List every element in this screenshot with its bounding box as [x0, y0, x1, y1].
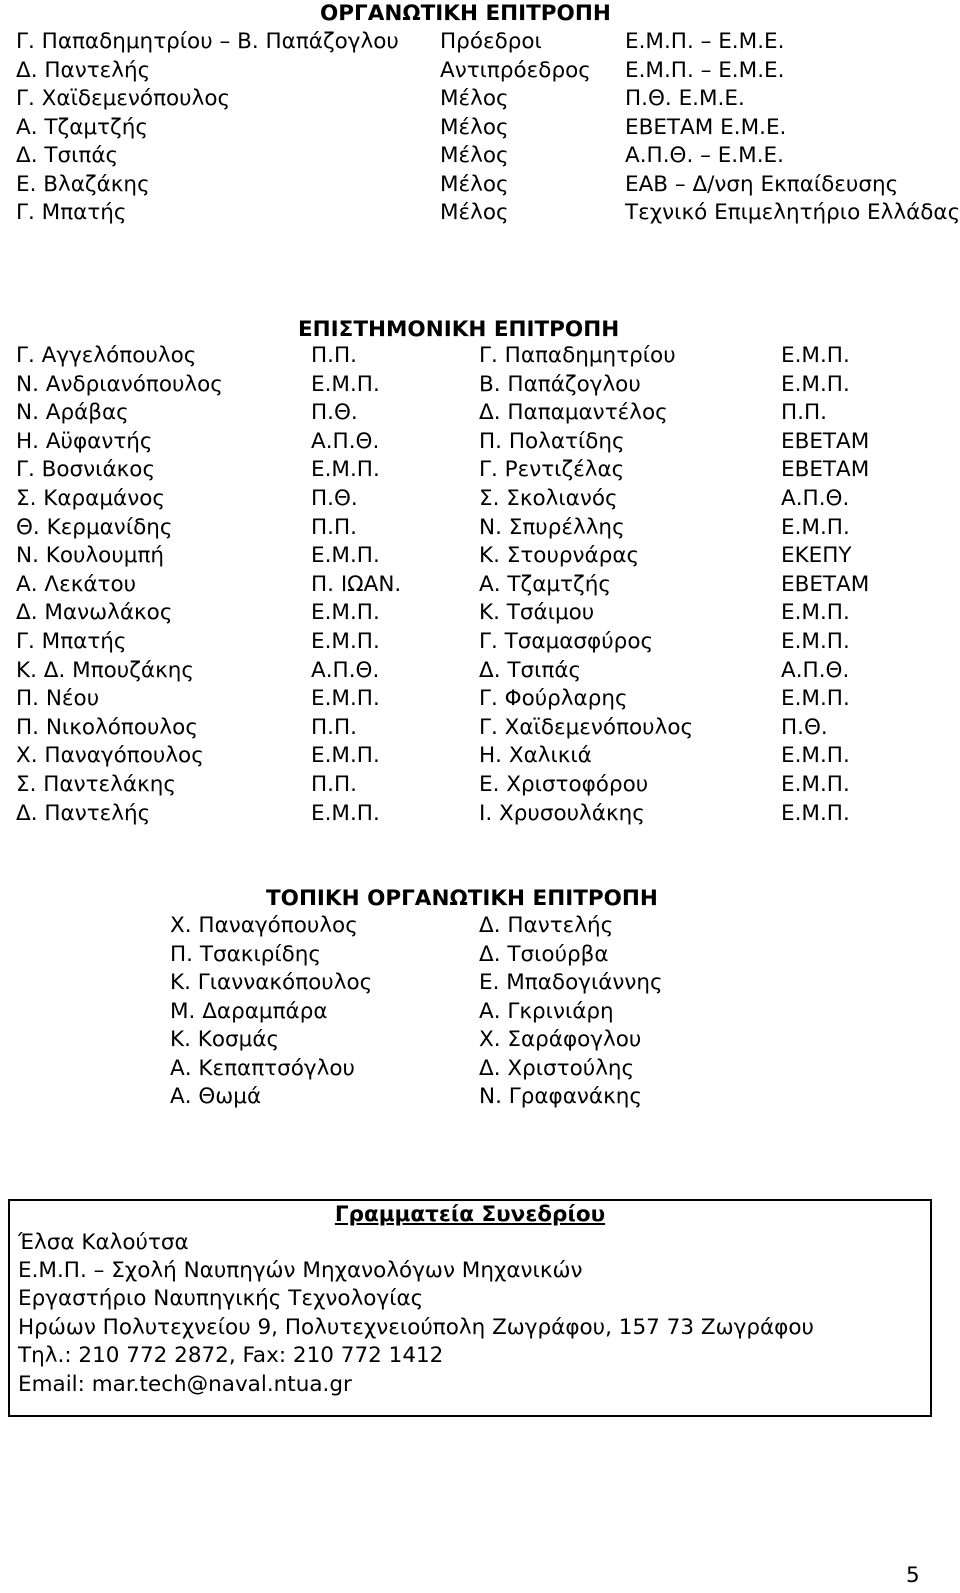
scientific-committee-row-cell: Π.Π. [311, 343, 358, 368]
organizing-committee-row-cell: Μέλος [440, 114, 509, 140]
organizing-committee-row-cell: Δ. Παντελής [16, 57, 151, 83]
scientific-committee-row [0, 342, 960, 370]
scientific-committee-row [0, 800, 960, 828]
scientific-committee-row-cell: Ε.Μ.Π. [781, 772, 850, 797]
scientific-committee-row-cell: Ε.Μ.Π. [781, 343, 850, 368]
scientific-committee-row-cell: Ν. Κουλουμπή [16, 543, 165, 569]
scientific-committee-row-cell: Σ. Καραμάνος [16, 486, 165, 511]
scientific-committee-row-cell: Π. Νέου [16, 686, 100, 712]
local-committee-row-cell: Α. Γκρινιάρη [479, 998, 614, 1024]
local-committee-row [0, 941, 960, 969]
scientific-committee-row-cell: Ε.Μ.Π. [311, 743, 380, 769]
scientific-committee-row-cell: Ε.Μ.Π. [311, 543, 380, 569]
scientific-committee-row-cell: Π. Πολατίδης [479, 428, 625, 454]
organizing-committee-row [0, 57, 960, 85]
scientific-committee-row-cell: Ε.Μ.Π. [311, 686, 380, 712]
scientific-committee-row-cell: Ε.Μ.Π. [781, 371, 850, 397]
scientific-committee-row-cell: Η. Χαλικιά [479, 743, 592, 769]
scientific-committee-row [0, 485, 960, 513]
secretariat-lab: Εργαστήριο Ναυπηγικής Τεχνολογίας [18, 1286, 424, 1311]
scientific-committee-row-cell: Π.Π. [311, 714, 358, 740]
local-committee-row-cell: Δ. Χριστούλης [479, 1055, 635, 1081]
scientific-committee-row-cell: Α. Λεκάτου [16, 571, 137, 597]
secretariat-affiliation: Ε.Μ.Π. – Σχολή Ναυπηγών Μηχανολόγων Μηχανικών [18, 1258, 583, 1283]
scientific-committee-row-cell: Α.Π.Θ. [311, 657, 380, 683]
local-committee-row [0, 1026, 960, 1054]
local-committee-row-cell: Κ. Κοσμάς [170, 1027, 280, 1052]
organizing-committee-row-cell: Μέλος [440, 171, 509, 197]
scientific-committee-row-cell: Π.Θ. [311, 400, 358, 426]
local-committee-row [0, 1055, 960, 1083]
local-committee-row-cell: Δ. Παντελής [479, 913, 614, 938]
organizing-committee-row-cell: Μέλος [440, 200, 509, 225]
scientific-committee-row-cell: Ε.Μ.Π. [781, 514, 850, 540]
local-committee-row-cell: Μ. Δαραμπάρα [170, 998, 328, 1024]
scientific-committee-row-cell: Σ. Παντελάκης [16, 772, 176, 797]
scientific-committee-row [0, 657, 960, 685]
scientific-committee-row-cell: Ν. Αράβας [16, 400, 129, 426]
scientific-committee-row-cell: Γ. Αγγελόπουλος [16, 343, 197, 368]
scientific-committee-row-cell: Π. ΙΩΑΝ. [311, 571, 402, 597]
scientific-committee-row-cell: Χ. Παναγόπουλος [16, 743, 204, 769]
scientific-committee-row-cell: ΕΒΕΤΑΜ [781, 428, 870, 454]
organizing-committee-row-cell: ΕΒΕΤΑΜ Ε.Μ.Ε. [625, 114, 787, 140]
organizing-committee-row [0, 114, 960, 142]
scientific-committee-row-cell: Κ. Τσάιμου [479, 600, 595, 626]
scientific-committee-row [0, 771, 960, 799]
local-committee-row-cell: Χ. Σαράφογλου [479, 1027, 642, 1052]
local-committee-row-cell: Ε. Μπαδογιάννης [479, 970, 663, 995]
organizing-committee-row-cell: Γ. Μπατής [16, 200, 127, 225]
scientific-committee-row-cell: Π.Π. [781, 400, 828, 426]
local-committee-row [0, 969, 960, 997]
organizing-committee-row-cell: Γ. Χαϊδεμενόπουλος [16, 86, 231, 111]
scientific-committee-row-cell: Ε.Μ.Π. [311, 457, 380, 483]
scientific-committee-row-cell: Γ. Παπαδημητρίου [479, 343, 676, 368]
secretariat-email: Email: mar.tech@naval.ntua.gr [18, 1372, 352, 1397]
local-committee-row-cell: Π. Τσακιρίδης [170, 941, 322, 967]
scientific-committee-row-cell: Ν. Ανδριανόπουλος [16, 371, 223, 397]
scientific-committee-row-cell: Ε.Μ.Π. [311, 629, 380, 654]
scientific-committee-row-cell: Δ. Παπαμαντέλος [479, 400, 668, 426]
scientific-committee-row-cell: Ε. Χριστοφόρου [479, 772, 649, 797]
scientific-committee-row [0, 456, 960, 484]
scientific-committee-row-cell: Α. Τζαμτζής [479, 571, 611, 597]
scientific-committee-row-cell: Π. Νικολόπουλος [16, 714, 198, 740]
organizing-committee-title: ΟΡΓΑΝΩΤΙΚΗ ΕΠΙΤΡΟΠΗ [320, 1, 611, 26]
organizing-committee-row [0, 199, 960, 227]
scientific-committee-row-cell: Γ. Ρεντιζέλας [479, 457, 625, 483]
organizing-committee-row-cell: Α.Π.Θ. – Ε.Μ.Ε. [625, 143, 784, 168]
scientific-committee-row-cell: Π.Θ. [311, 486, 358, 511]
scientific-committee-row-cell: Π.Θ. [781, 714, 828, 740]
scientific-committee-row-cell: Α.Π.Θ. [311, 428, 380, 454]
scientific-committee-title: ΕΠΙΣΤΗΜΟΝΙΚΗ ΕΠΙΤΡΟΠΗ [298, 317, 620, 342]
scientific-committee-row-cell: Γ. Φούρλαρης [479, 686, 628, 712]
scientific-committee-row [0, 714, 960, 742]
scientific-committee-row-cell: Δ. Τσιπάς [479, 657, 582, 683]
scientific-committee-row-cell: Π.Π. [311, 514, 358, 540]
scientific-committee-row-cell: Δ. Παντελής [16, 800, 151, 826]
local-committee-row [0, 998, 960, 1026]
scientific-committee-row-cell: Π.Π. [311, 772, 358, 797]
organizing-committee-row-cell: Μέλος [440, 86, 509, 111]
scientific-committee-row-cell: Ε.Μ.Π. [781, 743, 850, 769]
scientific-committee-row [0, 428, 960, 456]
organizing-committee-row-cell: ΕΑΒ – Δ/νση Εκπαίδευσης [625, 171, 899, 197]
scientific-committee-row-cell: Ε.Μ.Π. [781, 600, 850, 626]
secretariat-contact-name: Έλσα Καλούτσα [18, 1230, 189, 1255]
organizing-committee-row [0, 85, 960, 113]
scientific-committee-row-cell: ΕΒΕΤΑΜ [781, 571, 870, 597]
scientific-committee-row-cell: Ε.Μ.Π. [311, 371, 380, 397]
organizing-committee-row-cell: Ε. Βλαζάκης [16, 171, 150, 197]
scientific-committee-row [0, 685, 960, 713]
organizing-committee-row-cell: Δ. Τσιπάς [16, 143, 119, 168]
organizing-committee-row-cell: Ε.Μ.Π. – Ε.Μ.Ε. [625, 29, 785, 54]
organizing-committee-row-cell: Ε.Μ.Π. – Ε.Μ.Ε. [625, 57, 785, 83]
scientific-committee-row-cell: Η. Αϋφαντής [16, 428, 153, 454]
organizing-committee-row-cell: Α. Τζαμτζής [16, 114, 148, 140]
scientific-committee-row-cell: Κ. Δ. Μπουζάκης [16, 657, 195, 683]
organizing-committee-row [0, 28, 960, 56]
scientific-committee-row-cell: Ν. Σπυρέλλης [479, 514, 625, 540]
secretariat-address: Ηρώων Πολυτεχνείου 9, Πολυτεχνειούπολη Ζωγράφου, 157 73 Ζωγράφου [18, 1315, 814, 1340]
scientific-committee-row [0, 542, 960, 570]
scientific-committee-row-cell: Ε.Μ.Π. [311, 600, 380, 626]
scientific-committee-row-cell: Γ. Χαϊδεμενόπουλος [479, 714, 694, 740]
scientific-committee-row-cell: Γ. Βοσνιάκος [16, 457, 156, 483]
scientific-committee-row-cell: Β. Παπάζογλου [479, 371, 641, 397]
page-number: 5 [906, 1563, 920, 1588]
scientific-committee-row-cell: Θ. Κερμανίδης [16, 514, 173, 540]
local-committee-row-cell: Α. Κεπαπτσόγλου [170, 1055, 355, 1081]
scientific-committee-row-cell: Κ. Στουρνάρας [479, 543, 640, 569]
scientific-committee-row-cell: Γ. Μπατής [16, 629, 127, 654]
local-committee-row-cell: Χ. Παναγόπουλος [170, 913, 358, 938]
scientific-committee-row-cell: Α.Π.Θ. [781, 486, 850, 511]
organizing-committee-row-cell: Πρόεδροι [440, 29, 542, 54]
scientific-committee-row [0, 371, 960, 399]
scientific-committee-row-cell: Ε.Μ.Π. [781, 800, 850, 826]
scientific-committee-row-cell: Α.Π.Θ. [781, 657, 850, 683]
scientific-committee-row [0, 571, 960, 599]
scientific-committee-row [0, 742, 960, 770]
scientific-committee-row-cell: ΕΒΕΤΑΜ [781, 457, 870, 483]
scientific-committee-row-cell: Ε.Μ.Π. [311, 800, 380, 826]
scientific-committee-row-cell: Σ. Σκολιανός [479, 486, 618, 511]
local-committee-row-cell: Κ. Γιαννακόπουλος [170, 970, 373, 995]
local-committee-row [0, 1083, 960, 1111]
organizing-committee-row [0, 142, 960, 170]
organizing-committee-row [0, 171, 960, 199]
scientific-committee-row [0, 628, 960, 656]
local-committee-title: ΤΟΠΙΚΗ ΟΡΓΑΝΩΤΙΚΗ ΕΠΙΤΡΟΠΗ [266, 886, 658, 911]
secretariat-title: Γραμματεία Συνεδρίου [334, 1202, 606, 1227]
local-committee-row-cell: Ν. Γραφανάκης [479, 1084, 643, 1109]
organizing-committee-row-cell: Γ. Παπαδημητρίου – Β. Παπάζογλου [16, 29, 399, 54]
scientific-committee-row-cell: Δ. Μανωλάκος [16, 600, 173, 626]
scientific-committee-row-cell: Γ. Τσαμασφύρος [479, 629, 654, 654]
organizing-committee-row-cell: Μέλος [440, 143, 509, 168]
organizing-committee-row-cell: Π.Θ. Ε.Μ.Ε. [625, 86, 745, 111]
local-committee-row [0, 912, 960, 940]
scientific-committee-row [0, 399, 960, 427]
secretariat-phone: Τηλ.: 210 772 2872, Fax: 210 772 1412 [18, 1343, 444, 1368]
scientific-committee-row-cell: ΕΚΕΠΥ [781, 543, 852, 569]
local-committee-row-cell: Α. Θωμά [170, 1084, 262, 1109]
scientific-committee-row [0, 514, 960, 542]
scientific-committee-row-cell: Ι. Χρυσουλάκης [479, 800, 645, 826]
local-committee-row-cell: Δ. Τσιούρβα [479, 941, 609, 967]
organizing-committee-row-cell: Τεχνικό Επιμελητήριο Ελλάδας [625, 200, 960, 225]
scientific-committee-row-cell: Ε.Μ.Π. [781, 686, 850, 712]
organizing-committee-row-cell: Αντιπρόεδρος [440, 57, 591, 83]
scientific-committee-row-cell: Ε.Μ.Π. [781, 629, 850, 654]
scientific-committee-row [0, 599, 960, 627]
